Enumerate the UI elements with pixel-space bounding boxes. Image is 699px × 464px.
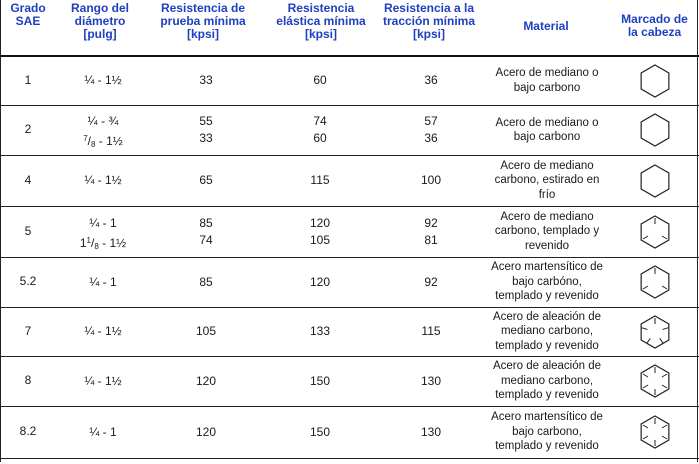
material-cell <box>486 210 608 254</box>
header-yield: Resistencia elástica mínima [kpsi] <box>276 1 366 41</box>
diameter-cell-line: ¼ - 1½ <box>84 173 122 187</box>
header-material: Material <box>523 19 569 33</box>
yield-cell-line: 60 <box>313 73 327 87</box>
diameter-cell-line: ¼ - ¾ <box>87 114 119 128</box>
material-line: bajo carbono, <box>512 425 582 438</box>
material-line: Acero de aleación de <box>492 360 602 373</box>
material-cell <box>486 159 608 203</box>
three-line-hex-icon <box>637 264 673 300</box>
diameter-cell <box>56 323 150 340</box>
tensile-cell-line: 100 <box>420 173 442 187</box>
grade-cell: 4 <box>24 172 32 187</box>
diameter-cell <box>56 215 150 255</box>
tensile-cell-line: 130 <box>420 424 442 439</box>
tensile-cell <box>378 72 484 89</box>
row-rule <box>0 458 699 459</box>
tensile-cell-line: 130 <box>420 373 442 388</box>
yield-cell <box>262 424 378 441</box>
material-line: Acero de aleación de <box>492 310 602 323</box>
proof-cell-line: 120 <box>195 424 217 439</box>
material-line: Acero de mediano o <box>495 67 599 79</box>
grade-cell: 8.2 <box>19 424 37 438</box>
header-tensile: Resistencia a la tracción mínima [kpsi] <box>382 1 476 41</box>
tensile-cell-line: 36 <box>424 73 438 87</box>
material-line: Acero martensítico de <box>491 261 603 274</box>
table-row <box>0 206 699 257</box>
diameter-cell <box>56 373 150 390</box>
yield-cell-line: 60 <box>313 131 327 145</box>
grade-cell: 1 <box>24 72 32 87</box>
header-grade: Grado SAE <box>10 1 46 28</box>
yield-cell <box>262 323 378 340</box>
table-row <box>0 56 699 105</box>
proof-cell <box>150 274 262 291</box>
proof-cell-line: 65 <box>199 173 213 187</box>
tensile-cell <box>378 323 484 340</box>
tensile-cell-line: 57 <box>424 114 438 128</box>
grade-cell: 2 <box>24 122 32 136</box>
proof-cell-line: 74 <box>199 232 213 247</box>
material-line: mediano carbono, <box>500 325 594 338</box>
material-line: revenido <box>524 239 570 252</box>
header-rule <box>0 55 699 57</box>
material-cell <box>486 260 608 304</box>
table-row <box>0 257 699 307</box>
diameter-cell-line: ¼ - 1 <box>89 274 117 289</box>
proof-cell <box>150 424 262 441</box>
material-line: Acero de mediano <box>500 159 594 172</box>
five-line-hex-icon <box>637 314 673 350</box>
material-line: mediano carbono, <box>500 374 594 387</box>
proof-cell <box>150 172 262 189</box>
material-line: bajo carbono <box>513 131 581 143</box>
yield-cell <box>262 274 378 291</box>
plain-hex-icon <box>637 63 673 99</box>
yield-cell-line: 74 <box>313 114 327 128</box>
grade-cell: 7 <box>24 323 32 338</box>
material-line: bajo carbono <box>513 81 581 94</box>
tensile-cell <box>378 215 484 249</box>
proof-cell <box>150 373 262 390</box>
diameter-cell-line: ¼ - 1 <box>89 215 117 230</box>
material-line: frío <box>538 188 556 201</box>
diameter-cell-line: ¼ - 1 <box>89 424 117 439</box>
grade-cell: 5 <box>24 223 32 238</box>
diameter-cell-line: ¼ - 1½ <box>84 373 122 388</box>
material-line: templado y revenido <box>495 440 599 453</box>
proof-cell-line: 33 <box>199 73 213 87</box>
grade-cell: 5.2 <box>19 274 37 288</box>
material-line: templado y revenido <box>495 389 599 402</box>
diameter-cell <box>56 274 150 291</box>
yield-cell-line: 115 <box>310 173 330 187</box>
diameter-cell <box>56 72 150 89</box>
proof-cell-line: 120 <box>195 373 217 388</box>
tensile-cell <box>378 274 484 291</box>
tensile-cell <box>378 113 484 147</box>
tensile-cell <box>378 172 484 189</box>
proof-cell <box>150 215 262 249</box>
material-cell <box>486 359 608 403</box>
yield-cell-line: 150 <box>309 373 331 388</box>
tensile-cell <box>378 424 484 441</box>
yield-cell-line: 120 <box>309 274 331 289</box>
proof-cell-line: 105 <box>195 324 217 338</box>
diameter-cell-line: $1^1/_8$ - 1½ <box>79 235 127 251</box>
table-row <box>0 356 699 406</box>
tensile-cell-line: 81 <box>424 232 438 247</box>
plain-hex-icon <box>637 163 673 199</box>
yield-cell <box>262 373 378 390</box>
material-cell <box>486 410 608 454</box>
header-proof: Resistencia de prueba mínima [kpsi] <box>160 1 246 41</box>
yield-cell <box>262 72 378 89</box>
material-cell <box>486 116 608 145</box>
proof-cell <box>150 113 262 147</box>
material-line: templado y revenido <box>495 339 599 352</box>
tensile-cell <box>378 373 484 390</box>
six-line-hex-icon <box>637 414 673 450</box>
table-row <box>0 406 699 458</box>
material-line: templado y revenido <box>495 290 599 303</box>
material-line: bajo carbóno, <box>512 275 582 288</box>
header-marking: Marcado de la cabeza <box>621 12 688 39</box>
diameter-cell-line: ¼ - 1½ <box>84 73 122 87</box>
tensile-cell-line: 92 <box>424 215 438 230</box>
proof-cell-line: 33 <box>199 131 213 145</box>
three-line-hex-icon <box>637 214 673 250</box>
yield-cell-line: 120 <box>309 215 331 230</box>
diameter-cell <box>56 424 150 441</box>
border-right <box>697 0 698 462</box>
tensile-cell-line: 36 <box>424 131 438 145</box>
proof-cell-line: 85 <box>199 274 213 289</box>
proof-cell <box>150 72 262 89</box>
material-cell <box>486 66 608 95</box>
diameter-cell <box>56 172 150 189</box>
diameter-cell-line: $^7/_8$ - 1½ <box>83 134 123 149</box>
yield-cell <box>262 215 378 249</box>
material-line: Acero martensítico de <box>491 411 603 424</box>
diameter-cell <box>56 113 150 153</box>
header-diameter: Rango del diámetro [pulg] <box>70 1 129 41</box>
yield-cell <box>262 172 378 189</box>
proof-cell <box>150 323 262 340</box>
table-row <box>0 155 699 206</box>
yield-cell-line: 105 <box>309 232 331 247</box>
yield-cell-line: 150 <box>309 424 331 439</box>
grade-cell: 8 <box>24 373 32 387</box>
yield-cell <box>262 113 378 147</box>
table-row <box>0 105 699 155</box>
yield-cell-line: 133 <box>309 324 331 338</box>
material-line: Acero de mediano <box>500 210 594 223</box>
tensile-cell-line: 115 <box>421 324 441 338</box>
material-line: carbono, estirado en <box>494 174 600 187</box>
material-line: carbono, templado y <box>494 225 600 238</box>
tensile-cell-line: 92 <box>424 274 438 289</box>
diameter-cell-line: ¼ - 1½ <box>84 324 122 338</box>
material-cell <box>486 310 608 354</box>
table-row <box>0 307 699 356</box>
plain-hex-icon <box>637 112 673 148</box>
six-line-hex-icon <box>637 363 673 399</box>
proof-cell-line: 85 <box>199 215 213 230</box>
border-left <box>0 0 1 462</box>
proof-cell-line: 55 <box>199 114 213 128</box>
material-line: Acero de mediano o <box>495 116 599 129</box>
